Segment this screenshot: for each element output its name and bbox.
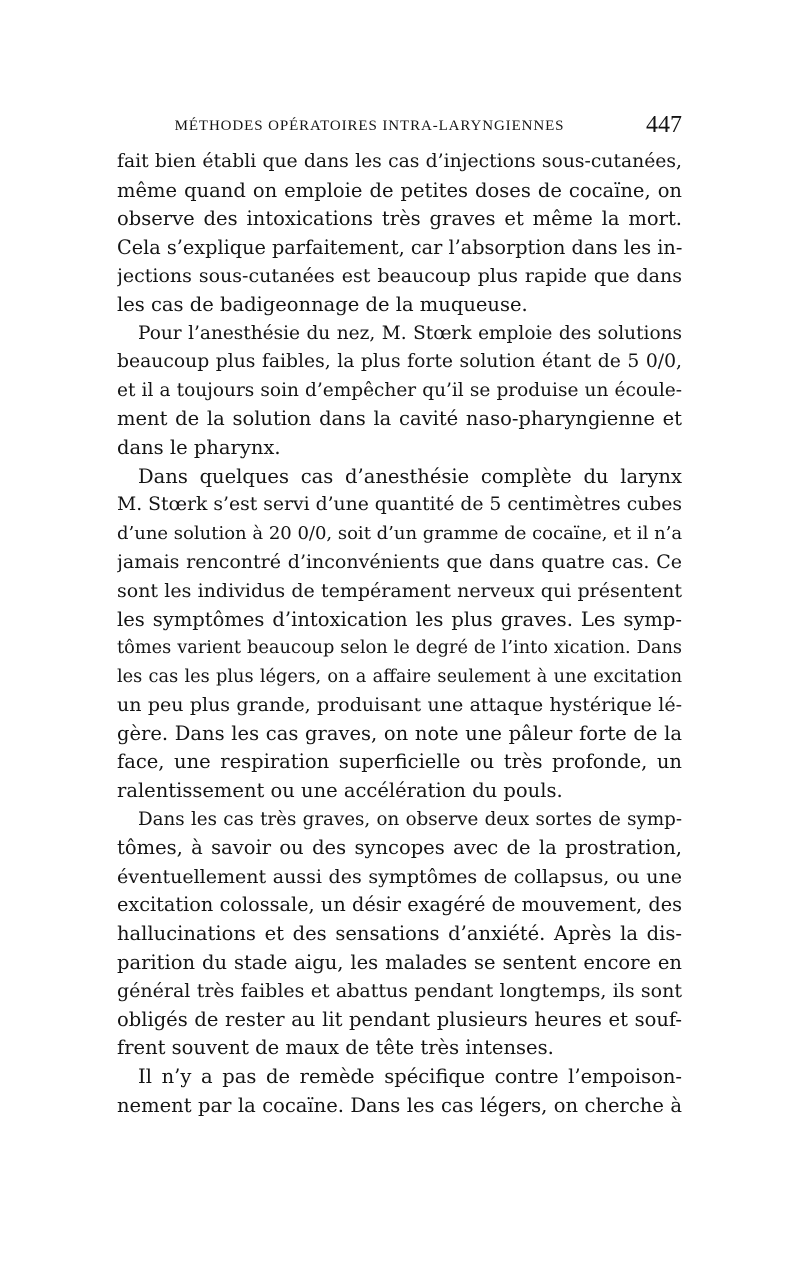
text-line: fait bien établi que dans les cas d’injections sous-cutanées, [117,151,682,172]
text-line: Il n’y a pas de remède spécifique contre l’empoison- [138,1065,682,1088]
text-line: excitation colossale, un désir exagéré de mouvement, des [117,893,682,917]
text-line: ment de la solution dans la cavité naso-pharyngienne et [117,407,682,431]
body-text [117,148,682,1120]
text-line: hallucinations et des sensations d’anxiété. Après la dis- [117,922,682,946]
text-line: Dans quelques cas d’anesthésie complète du larynx [138,464,682,488]
text-line: sont les individus de tempérament nerveux qui présentent [117,579,682,602]
text-line: jamais rencontré d’inconvénients que dans quatre cas. Ce [117,551,682,574]
text-line: jections sous-cutanées est beaucoup plus rapide que dans [117,265,682,288]
text-line: général très faibles et abattus pendant longtemps, ils sont [117,980,682,1003]
text-line: même quand on emploie de petites doses de cocaïne, on [117,178,682,202]
paragraph-4 [117,806,682,1063]
page-number: 447 [646,112,682,138]
text-line: les cas de badigeonnage de la muqueuse. [117,292,528,316]
text-line: face, une respiration superficielle ou très profonde, un [117,750,682,774]
paragraph-1 [117,148,682,320]
text-line: Dans les cas très graves, on observe deux sortes de symp- [138,808,682,830]
running-title: MÉTHODES OPÉRATOIRES INTRA-LARYNGIENNES [174,118,565,134]
text-line: les cas les plus légers, on a affaire seulement à une excitation [117,666,682,687]
text-line: un peu plus grande, produisant une attaque hystérique lé- [117,694,682,717]
text-line: Cela s’explique parfaitement, car l’absorption dans les in- [117,235,682,259]
text-line: beaucoup plus faibles, la plus forte solution étant de 5 0/0, [117,351,682,373]
text-line: tômes, à savoir ou des syncopes avec de la prostration, [117,836,682,860]
text-line: Pour l’anesthésie du nez, M. Stœrk emploie des solutions [138,322,682,344]
text-line: frent souvent de maux de tête très intenses. [117,1036,554,1060]
text-line: gère. Dans les cas graves, on note une pâleur forte de la [117,721,682,745]
text-line: observe des intoxications très graves et même la mort. [117,207,682,231]
text-line: dans le pharynx. [117,435,281,459]
text-line: nement par la cocaïne. Dans les cas légers, on cherche à [117,1093,682,1117]
text-line: tômes varient beaucoup selon le degré de l’into xication. Dans [117,638,682,659]
text-line: les symptômes d’intoxication les plus graves. Les symp- [117,607,682,631]
page-header [117,114,682,144]
text-line: ralentissement ou une accélération du pouls. [117,779,563,803]
paragraph-3 [117,463,682,806]
text-line: obligés de rester au lit pendant plusieurs heures et souf- [117,1007,682,1031]
paragraph-5 [117,1063,682,1120]
text-line: éventuellement aussi des symptômes de collapsus, ou une [117,865,682,888]
text-line: et il a toujours soin d’empêcher qu’il se produise un écoule- [117,379,682,401]
paragraph-2 [117,320,682,463]
text-line: parition du stade aigu, les malades se sentent encore en [117,950,682,974]
text-line: d’une solution à 20 0/0, soit d’un gramme de cocaïne, et il n’a [117,522,682,544]
text-line: M. Stœrk s’est servi d’une quantité de 5 centimètres cubes [117,494,682,516]
